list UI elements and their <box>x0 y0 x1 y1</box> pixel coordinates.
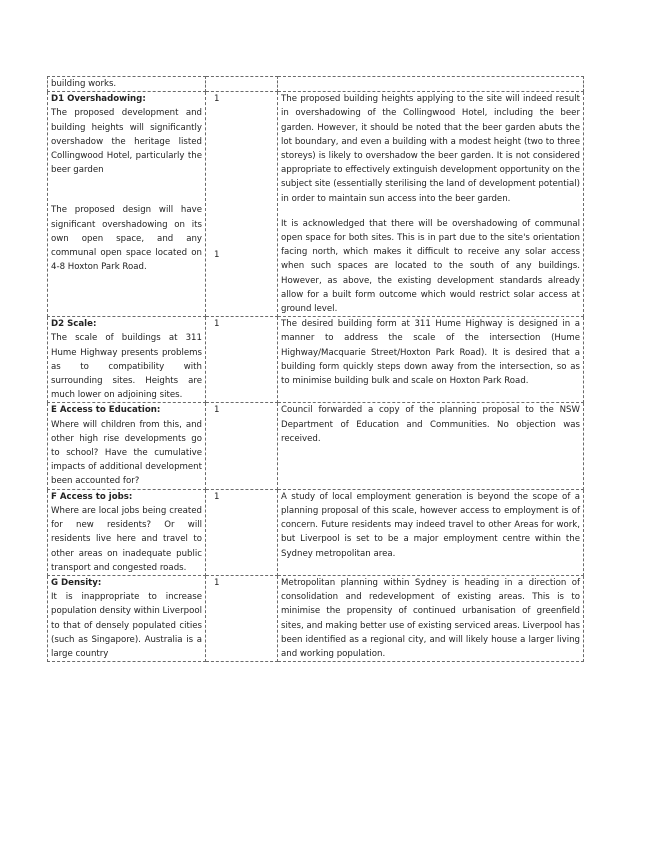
table-row-d2 <box>48 317 584 403</box>
response-text: Council forwarded a copy of the planning proposal to the NSW Department of Education and Communities. No objection was received. <box>281 405 580 444</box>
score-cell <box>206 489 278 575</box>
response-text: Metropolitan planning within Sydney is heading in a direction of consolidation and redevelopment of existing areas. This is to minimise the propensity of continued urbanisation of greenfield sites, and making better use of existing serviced areas. Liverpool has been identified as a regional city, and will likely house a larger living and working population. <box>281 577 580 659</box>
row-heading: G Density: <box>51 577 102 588</box>
response-text-2: It is acknowledged that there will be overshadowing of communal open space for both sites. This is in part due to the site's orientation facing north, which makes it difficult to receive any solar access when such spaces are located to the south of any buildings. However, as above, the existing development standards already allow for a built form outcome which would restrict solar access at ground level. <box>281 218 580 315</box>
table-row-continuation <box>48 77 584 92</box>
response-cell <box>278 403 584 489</box>
score-value: 1 <box>214 94 220 105</box>
score-cell <box>206 575 278 661</box>
response-cell <box>278 489 584 575</box>
issue-text: The scale of buildings at 311 Hume Highway presents problems as to compatibility with surrounding sites. Heights are much lower on adjoining sites. <box>51 333 202 401</box>
score-cell <box>206 77 278 92</box>
response-text: The proposed building heights applying to the site will indeed result in overshadowing of the Collingwood Hotel, including the beer garden. However, it should be noted that the beer garden abuts the lot boundary, and even a building with a modest height (two to three storeys) is likely to overshadow the beer garden. It is not considered appropriate to effectively extinguish development opportunity on the subject site (essentially sterilising the land of development potential) in order to maintain sun access into the beer garden. <box>281 94 580 204</box>
response-text: The desired building form at 311 Hume Highway is designed in a manner to address the scale of the intersection (Hume Highway/Macquarie Street/Hoxton Park Road). It is desired that a building form quickly steps down away from the intersection, so as to minimise building bulk and scale on Hoxton Park Road. <box>281 319 580 387</box>
response-cell <box>278 575 584 661</box>
issue-cell <box>48 77 206 92</box>
continuation-text: building works. <box>51 79 117 89</box>
score-cell <box>206 92 278 317</box>
issue-cell <box>48 403 206 489</box>
score-value: 1 <box>214 405 220 416</box>
response-cell <box>278 317 584 403</box>
score-cell <box>206 317 278 403</box>
response-text: A study of local employment generation is beyond the scope of a planning proposal of this scale, however access to employment is of concern. Future residents may indeed travel to other Areas for work, but Liverpool is set to be a major employment centre within the Sydney metropolitan area. <box>281 491 580 559</box>
issue-text-2: The proposed design will have significant overshadowing on its own open space, and any communal open space located on 4-8 Hoxton Park Road. <box>51 205 202 273</box>
issue-text: The proposed development and building heights will significantly overshadow the heritage listed Collingwood Hotel, particularly the beer garden <box>51 108 202 176</box>
response-cell <box>278 77 584 92</box>
issue-cell <box>48 575 206 661</box>
response-cell <box>278 92 584 317</box>
score-value: 1 <box>214 577 220 588</box>
row-heading: E Access to Education: <box>51 405 161 416</box>
score-value: 1 <box>214 319 220 330</box>
issue-text: Where are local jobs being created for new residents? Or will residents live here and travel to other areas on inadequate public transport and congested roads. <box>51 505 202 573</box>
submissions-table <box>47 76 584 662</box>
row-heading: D2 Scale: <box>51 319 97 330</box>
row-heading: D1 Overshadowing: <box>51 94 146 105</box>
issue-cell <box>48 317 206 403</box>
score-value-2: 1 <box>214 250 220 261</box>
row-heading: F Access to jobs: <box>51 491 133 502</box>
issue-cell <box>48 489 206 575</box>
issue-cell <box>48 92 206 317</box>
table-row-f <box>48 489 584 575</box>
table-row-g <box>48 575 584 661</box>
table-row-e <box>48 403 584 489</box>
issue-text: Where will children from this, and other high rise developments go to school? Have the cumulative impacts of additional development been accounted for? <box>51 419 202 487</box>
issue-text: It is inappropriate to increase population density within Liverpool to that of densely populated cities (such as Singapore). Australia is a large country <box>51 592 202 659</box>
table-row-d1 <box>48 92 584 317</box>
score-value: 1 <box>214 491 220 502</box>
score-cell <box>206 403 278 489</box>
